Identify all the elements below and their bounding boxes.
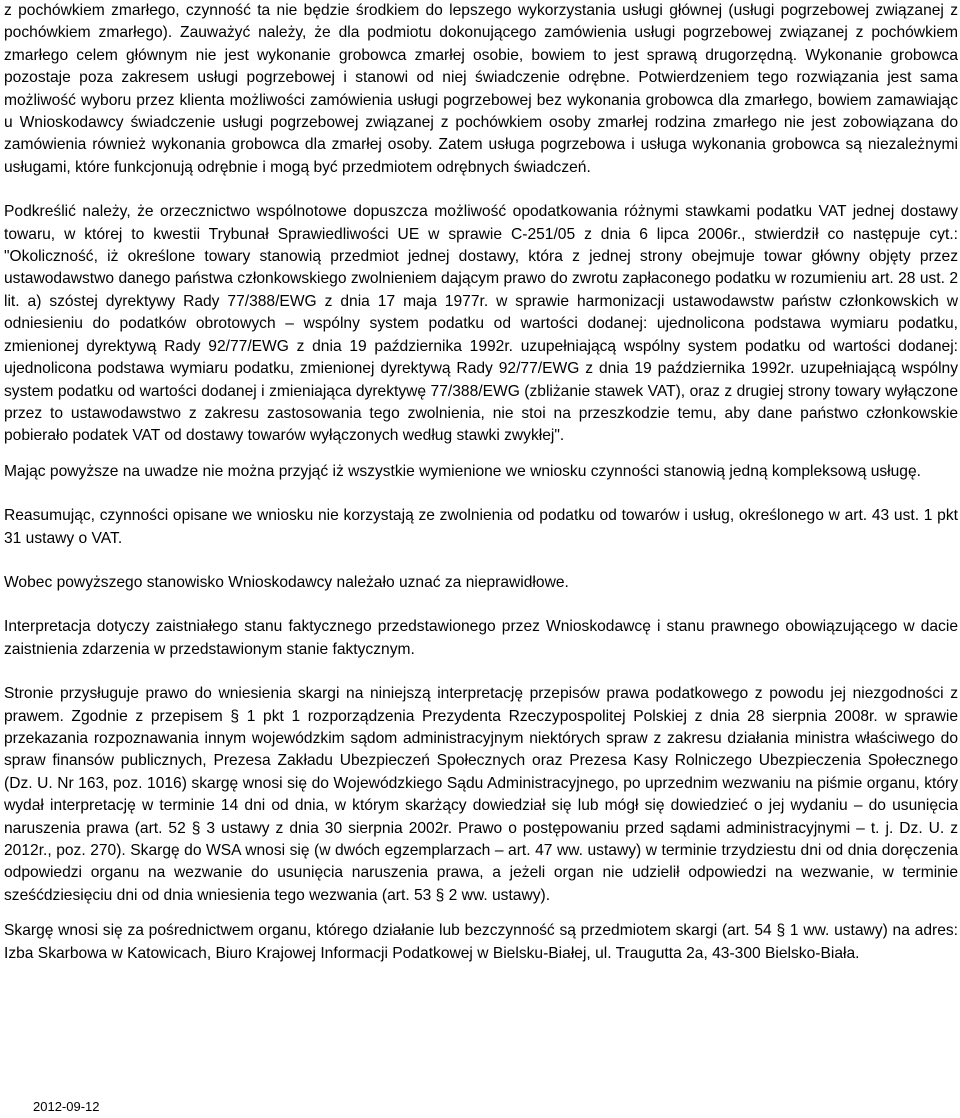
- paragraph-interpretation-scope: Interpretacja dotyczy zaistniałego stanu faktycznego przedstawionego przez Wnioskodawcę i stanu prawnego obowiązującego w dacie zaistnienia zdarzenia w przedstawionym stanie faktycznym.: [4, 618, 958, 658]
- footer-date: 2012-09-12: [33, 1099, 100, 1114]
- paragraph-summary: Reasumując, czynności opisane we wniosku nie korzystają ze zwolnienia od podatku od towarów i usług, określonego w art. 43 ust. 1 pkt 31 ustawy o VAT.: [4, 507, 958, 547]
- document-body: [4, 0, 958, 965]
- paragraph-appeal-address: Skargę wnosi się za pośrednictwem organu, którego działanie lub bezczynność są przedmiotem skargi (art. 54 § 1 ww. ustawy) na adres: Izba Skarbowa w Katowicach, Biuro Krajowej Informacji Podatkowej w Bielsku-Białej, ul. Traugutta 2a, 43-300 Bielsko-Biała.: [4, 922, 958, 962]
- paragraph-appeal-rights: Stronie przysługuje prawo do wniesienia skargi na niniejszą interpretację przepisów prawa podatkowego z powodu jej niezgodności z prawem. Zgodnie z przepisem § 1 pkt 1 rozporządzenia Prezydenta Rzeczypospolitej Polskiej z dnia 28 sierpnia 2008r. w sprawie przekazania rozpoznawania innym wojewódzkim sądom administracyjnym niektórych spraw z zakresu działania ministra właściwego do spraw finansów publicznych, Prezesa Zakładu Ubezpieczeń Społecznych oraz Prezesa Kasy Rolniczego Ubezpieczenia Społecznego (Dz. U. Nr 163, poz. 1016) skargę wnosi się do Wojewódzkiego Sądu Administracyjnego, po uprzednim wezwaniu na piśmie organu, który wydał interpretację w terminie 14 dni od dnia, w którym skarżący dowiedział się lub mógł się dowiedzieć o jej wydaniu – do usunięcia naruszenia prawa (art. 52 § 3 ustawy z dnia 30 sierpnia 2002r. Prawo o postępowaniu przed sądami administracyjnymi – t. j. Dz. U. z 2012r., poz. 270). Skargę do WSA wnosi się (w dwóch egzemplarzach – art. 47 ww. ustawy) w terminie trzydziestu dni od dnia doręczenia odpowiedzi organu na wezwanie do usunięcia naruszenia prawa, a jeżeli organ nie udzielił odpowiedzi na wezwanie, w terminie sześćdziesięciu dni od dnia wniesienia tego wezwania (art. 53 § 2 ww. ustawy).: [4, 685, 958, 904]
- paragraph-composite-service: z pochówkiem zmarłego, czynność ta nie będzie środkiem do lepszego wykorzystania usługi głównej (usługi pogrzebowej związanej z pochówkiem zmarłego). Zauważyć należy, że dla podmiotu dokonującego zamówienia usługi pogrzebowej związanej z pochówkiem zmarłego celem głównym nie jest wykonanie grobowca zmarłej osobie, bowiem to jest sprawą drugorzędną. Wykonanie grobowca pozostaje poza zakresem usługi pogrzebowej i stanowi od niej świadczenie odrębne. Potwierdzeniem tego rozwiązania jest sama możliwość wyboru przez klienta możliwości zamówienia usługi pogrzebowej bez wykonania grobowca dla zmarłego, bowiem zamawiając u Wnioskodawcy świadczenie usługi pogrzebowej związanej z pochówkiem osoby zmarłej rodzina zmarłego nie jest zobowiązana do zamówienia również wykonania grobowca dla zmarłej osoby. Zatem usługa pogrzebowa i usługa wykonania grobowca są niezależnymi usługami, które funkcjonują odrębnie i mogą być przedmiotem odrębnych świadczeń.: [4, 2, 958, 176]
- paragraph-not-single-service: Mając powyższe na uwadze nie można przyjąć iż wszystkie wymienione we wniosku czynności stanowią jedną kompleksową usługę.: [4, 462, 921, 480]
- paragraph-eu-case-law: Podkreślić należy, że orzecznictwo wspólnotowe dopuszcza możliwość opodatkowania różnymi stawkami podatku VAT jednej dostawy towaru, w której to kwestii Trybunał Sprawiedliwości UE w sprawie C-251/05 z dnia 6 lipca 2006r., stwierdził co następuje cyt.: "Okoliczność, iż określone towary stanowią przedmiot jednej dostawy, która z jednej strony obejmuje towar główny objęty przez ustawodawstwo danego państwa członkowskiego zwolnieniem dającym prawo do zwrotu zapłaconego podatku w rozumieniu art. 28 ust. 2 lit. a) szóstej dyrektywy Rady 77/388/EWG z dnia 17 maja 1977r. w sprawie harmonizacji ustawodawstw państw członkowskich w odniesieniu do podatków obrotowych – wspólny system podatku od wartości dodanej: ujednolicona podstawa wymiaru podatku, zmienionej dyrektywą Rady 92/77/EWG z dnia 19 października 1992r. uzupełniającą wspólny system podatku od wartości dodanej: ujednolicona podstawa wymiaru podatku, zmienionej dyrektywą Rady 92/77/EWG z dnia 19 października 1992r. uzupełniającą wspólny system podatku od wartości dodanej i zmieniająca dyrektywę 77/388/EWG (zbliżanie stawek VAT), oraz z drugiej strony towary wyłączone przez to ustawodawstwo z zakresu zastosowania tego zwolnienia, nie stoi na przeszkodzie temu, aby dane państwo członkowskie pobierało podatek VAT od dostawy towarów wyłączonych według stawki zwykłej".: [4, 203, 958, 445]
- paragraph-verdict: Wobec powyższego stanowisko Wnioskodawcy należało uznać za nieprawidłowe.: [4, 573, 569, 591]
